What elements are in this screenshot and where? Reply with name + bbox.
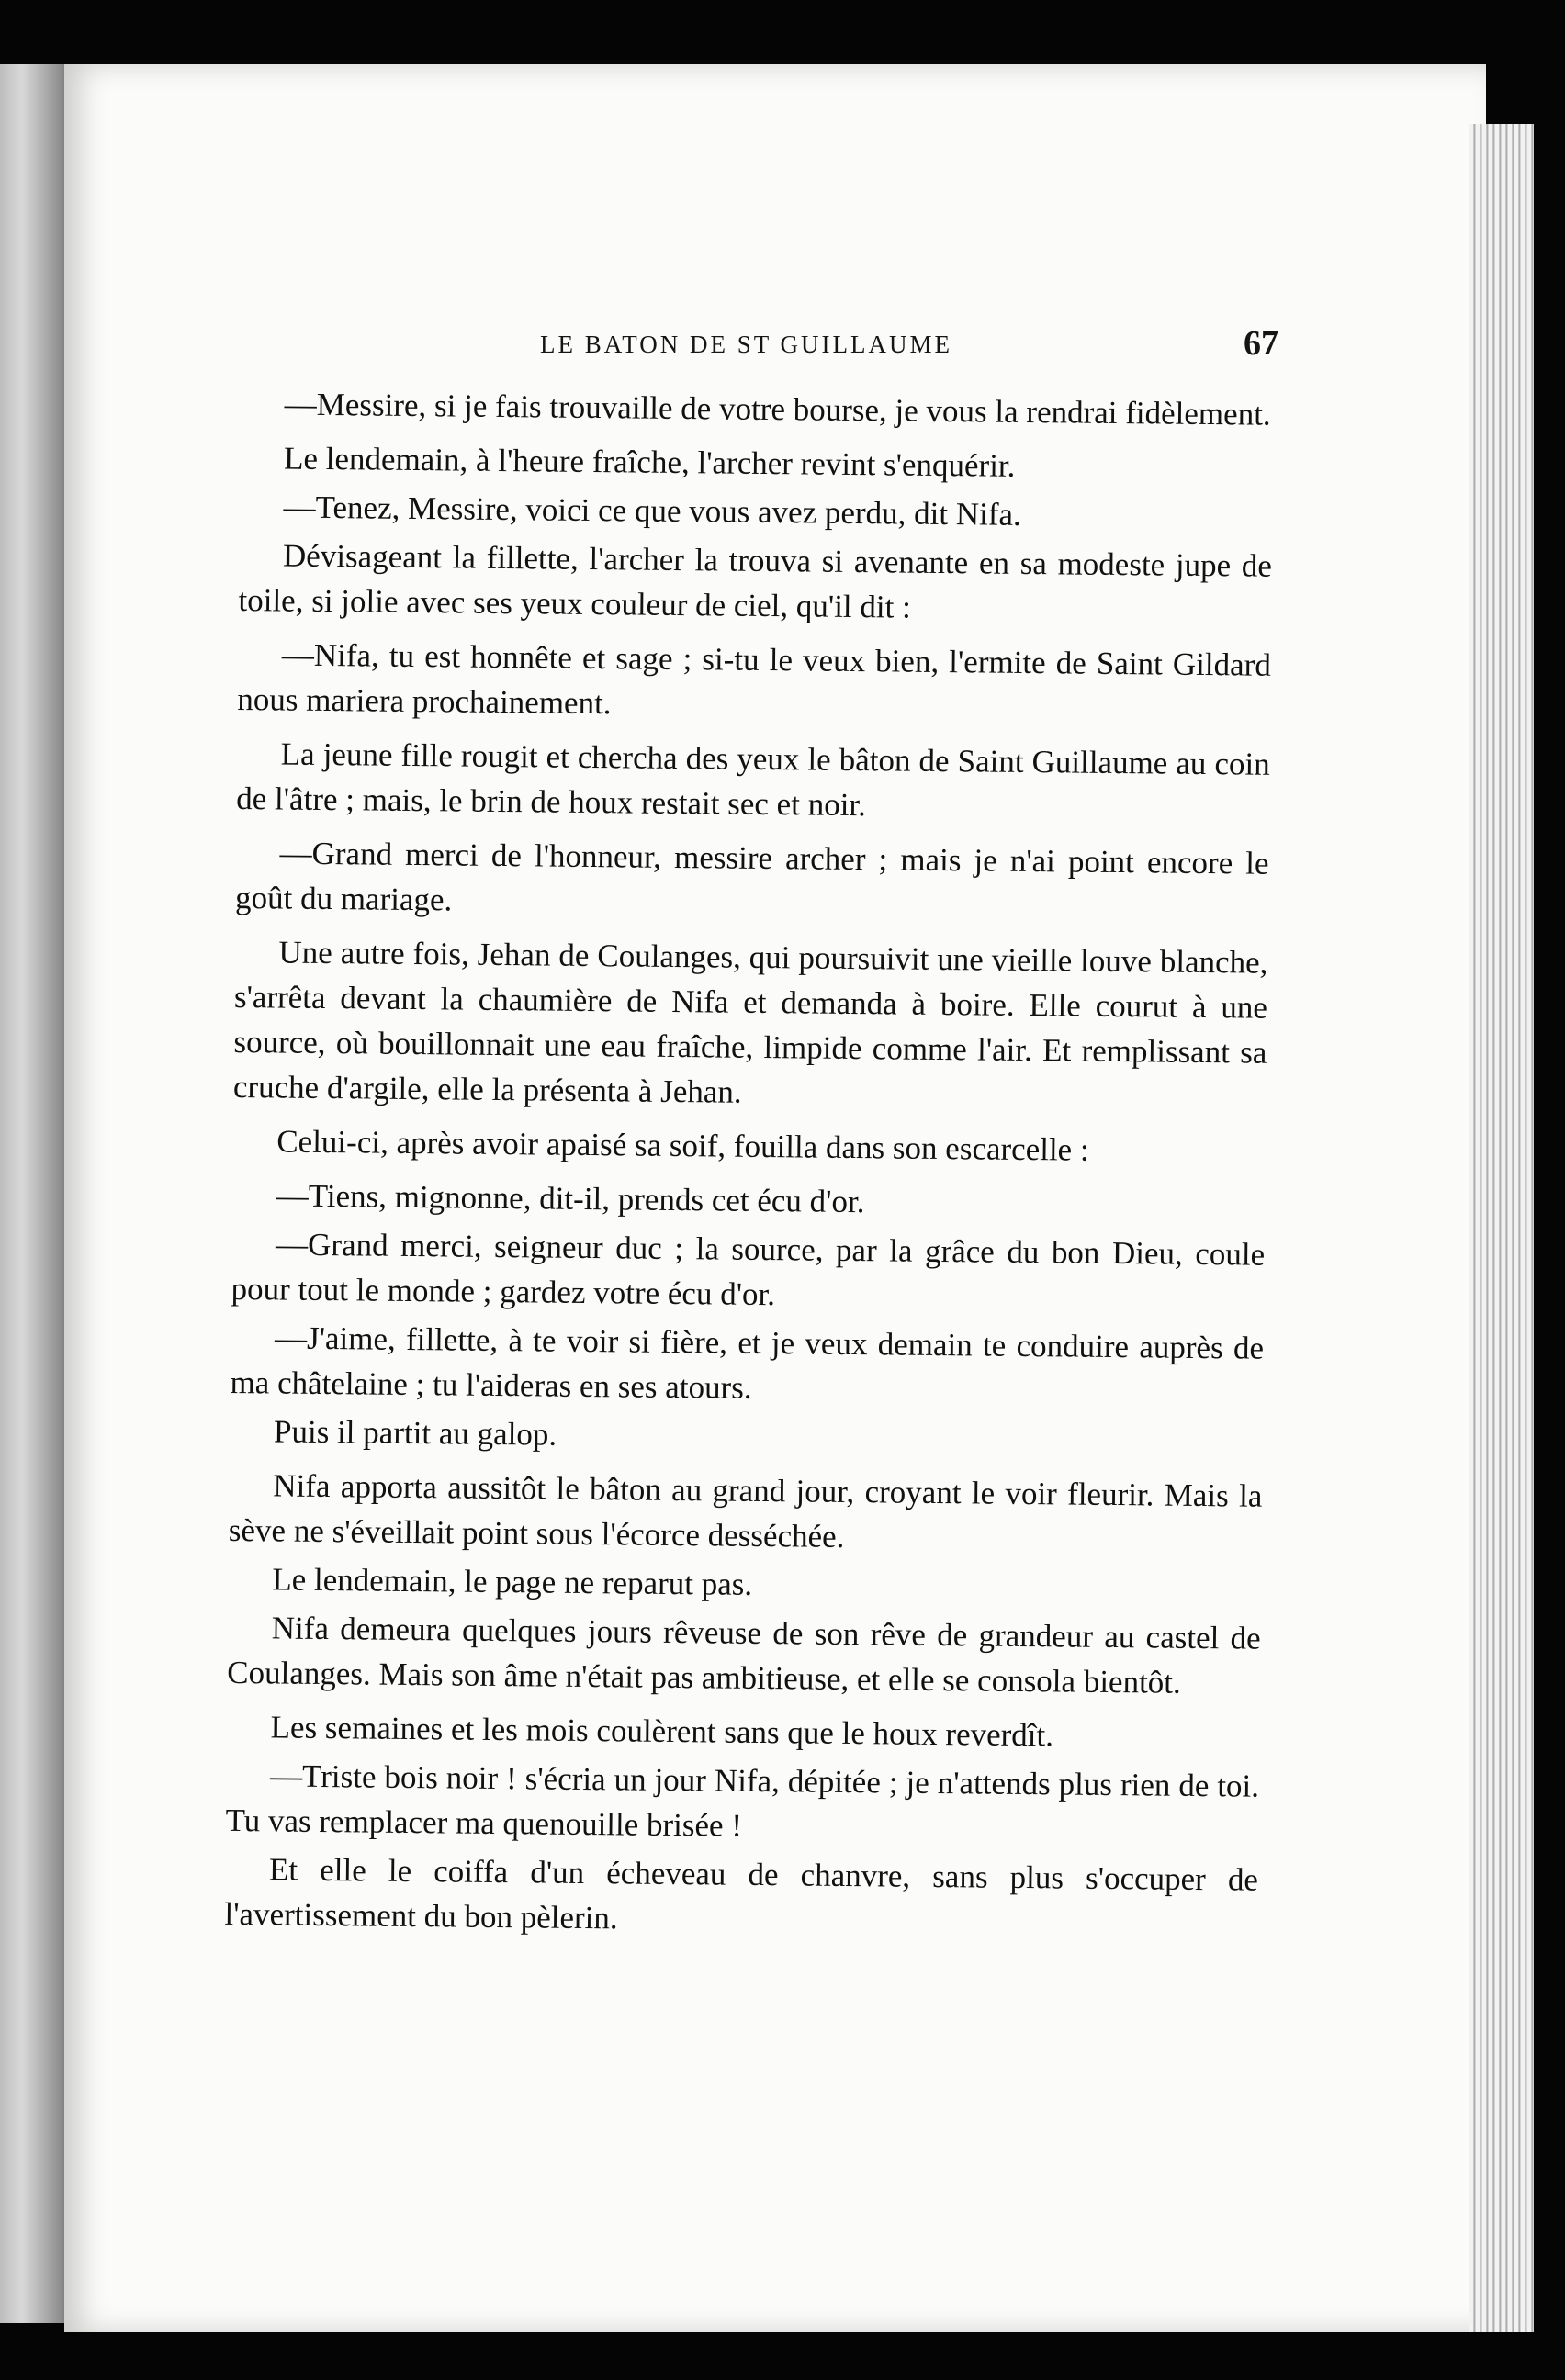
paragraph: —J'aime, fillette, à te voir si fière, et je veux demain te conduire auprès de ma châtelaine ; tu l'aideras en ses atours. bbox=[230, 1319, 1265, 1406]
paragraph: La jeune fille rougit et chercha des yeux le bâton de Saint Guillaume au coin de l'âtre ; mais, le brin de houx restait sec et noir. bbox=[236, 735, 1270, 824]
paragraph: —Messire, si je fais trouvaille de votre bourse, je vous la rendrai fidèlement. bbox=[284, 386, 1271, 432]
paragraph: Et elle le coiffa d'un écheveau de chanvre, sans plus s'occuper de l'avertissement du bon pèlerin. bbox=[224, 1851, 1259, 1937]
paragraph: —Tiens, mignonne, dit-il, prends cet écu d'or. bbox=[276, 1177, 865, 1220]
paragraph: —Nifa, tu est honnête et sage ; si-tu le veux bien, l'ermite de Saint Gildard nous mariera prochainement. bbox=[237, 636, 1272, 722]
paragraph: Une autre fois, Jehan de Coulanges, qui poursuivit une vieille louve blanche, s'arrêta devant la chaumière de Nifa et demanda à boire. Elle courut à une source, où bouillonnait une eau fraîche, limpide comme l'air. Et remplissant sa cruche d'argile, elle la présenta à Jehan. bbox=[232, 934, 1268, 1110]
paragraph: Celui-ci, après avoir apaisé sa soif, fouilla dans son escarcelle : bbox=[276, 1123, 1089, 1168]
paragraph: Nifa apporta aussitôt le bâton au grand jour, croyant le voir fleurir. Mais la sève ne s'éveillait point sous l'écorce desséchée. bbox=[228, 1467, 1263, 1555]
running-head: LE BATON DE ST GUILLAUME bbox=[540, 331, 952, 358]
paragraph: Dévisageant la fillette, l'archer la trouva si avenante en sa modeste jupe de toile, si jolie avec ses yeux couleur de ciel, qu'il dit : bbox=[238, 537, 1273, 625]
page-number: 67 bbox=[1244, 324, 1278, 363]
paragraph: —Tenez, Messire, voici ce que vous avez perdu, dit Nifa. bbox=[283, 488, 1021, 533]
paragraph: Le lendemain, à l'heure fraîche, l'archer revint s'enquérir. bbox=[283, 440, 1016, 484]
right-page-edges bbox=[1469, 124, 1534, 2332]
page-header bbox=[533, 323, 1286, 369]
paragraph: —Grand merci, seigneur duc ; la source, par la grâce du bon Dieu, coule pour tout le monde ; gardez votre écu d'or. bbox=[231, 1226, 1266, 1313]
paragraph: Le lendemain, le page ne reparut pas. bbox=[272, 1561, 753, 1602]
body-text bbox=[224, 381, 1274, 1957]
paragraph: —Grand merci de l'honneur, messire archer ; mais je n'ai point encore le goût du mariage. bbox=[234, 835, 1269, 918]
paragraph: Les semaines et les mois coulèrent sans que le houx reverdît. bbox=[270, 1709, 1054, 1754]
paragraph: Puis il partit au galop. bbox=[273, 1413, 557, 1453]
paragraph: —Triste bois noir ! s'écria un jour Nifa, dépitée ; je n'attends plus rien de toi. Tu vas remplacer ma quenouille brisée ! bbox=[225, 1757, 1260, 1844]
paragraph: Nifa demeura quelques jours rêveuse de son rêve de grandeur au castel de Coulanges. Mais son âme n'était pas ambitieuse, et elle se consola bientôt. bbox=[227, 1610, 1261, 1701]
